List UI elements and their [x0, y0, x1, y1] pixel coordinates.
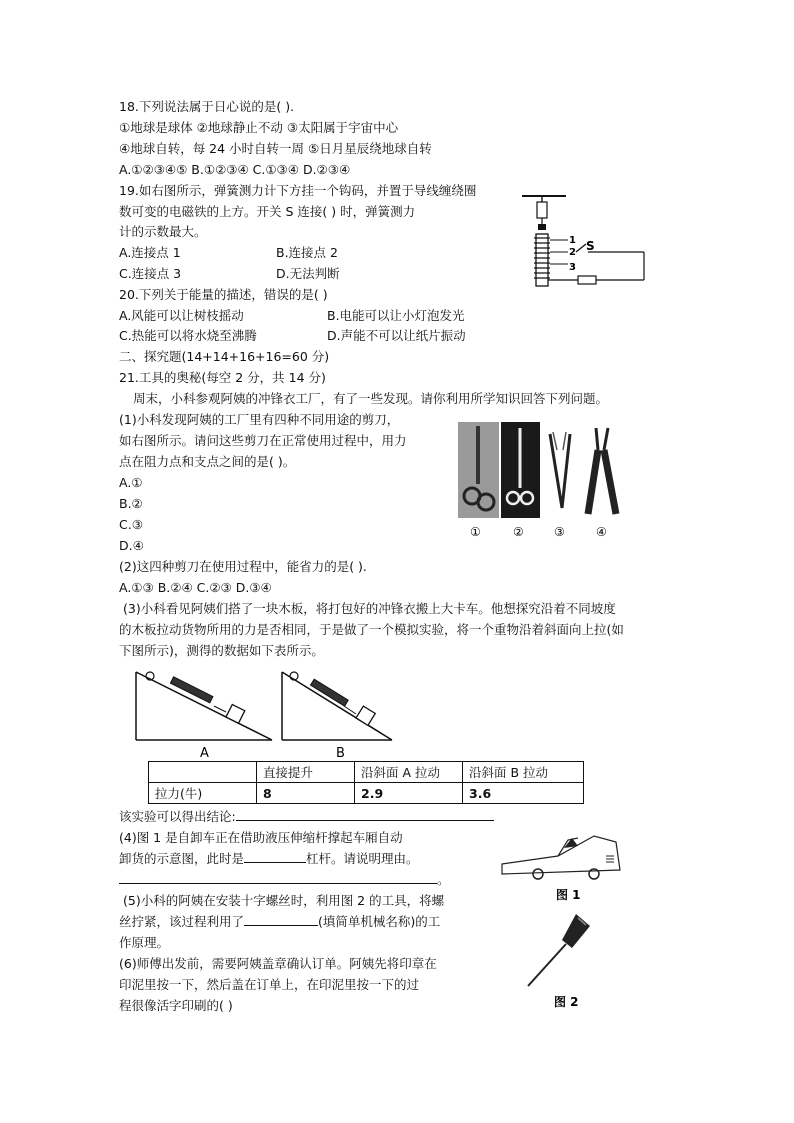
q21-p3-line2: 的木板拉动货物所用的力是否相同，于是做了一个模拟实验，将一个重物沿着斜面向上拉(如: [119, 622, 624, 637]
q21-p4-reason-line: [119, 871, 450, 889]
truck-body-icon: [502, 836, 620, 874]
scissor-4-photo: [588, 428, 616, 514]
q21-p4-line2: [119, 850, 419, 868]
q20-option-a: A.风能可以让树枝摇动: [119, 308, 244, 323]
q21-p5-line1: (5)小科的阿姨在安装十字螺丝时，利用图 2 的工具，将螺: [123, 893, 445, 908]
q18-options: A.①②③④⑤ B.①②③④ C.①③④ D.②③④: [119, 162, 351, 177]
wheel-icon: [533, 869, 543, 879]
q21-p1-option-b: B.②: [119, 496, 143, 511]
q20-stem: 20.下列关于能量的描述，错误的是( ): [119, 287, 328, 302]
q21-p4-end: 。: [437, 872, 450, 887]
lever-type-blank[interactable]: [244, 862, 306, 863]
slope-b-label: B: [336, 746, 345, 760]
q21-p4-line1: (4)图 1 是自卸车正在借助液压伸缩杆撑起车厢自动: [119, 830, 403, 845]
q21-conclusion-label: 该实验可以得出结论:: [119, 809, 236, 824]
q18-statements-1: ①地球是球体 ②地球静止不动 ③太阳属于宇宙中心: [119, 120, 399, 135]
table-cell: 2.9: [355, 783, 463, 804]
resistor-icon: [578, 276, 596, 284]
switch-s-icon: [576, 244, 586, 252]
q21-p5-line2a: 丝拧紧，该过程利用了: [119, 914, 245, 929]
q19-option-a: A.连接点 1: [119, 245, 181, 260]
fig1-label: 图 1: [556, 888, 581, 902]
table-header-cell: 沿斜面 A 拉动: [355, 762, 463, 783]
q21-p1-option-a: A.①: [119, 475, 143, 490]
q21-conclusion-line: [119, 808, 494, 826]
machine-name-blank[interactable]: [244, 925, 318, 926]
scissors-figure: [458, 422, 628, 542]
point-3-label: 3: [569, 262, 576, 273]
q19-option-d: D.无法判断: [276, 266, 340, 281]
q19-stem-2: 数可变的电磁铁的上方。开关 S 连接( ) 时，弹簧测力: [119, 204, 416, 219]
spring-scale-icon: [537, 202, 547, 218]
hook-weight-icon: [538, 224, 546, 230]
q20-option-d: D.声能不可以让纸片振动: [327, 328, 466, 343]
slope-b-diagram: [282, 672, 392, 760]
inclined-planes-figure: [130, 664, 400, 760]
q21-p1-option-c: C.③: [119, 517, 143, 532]
q21-p1-line3: 点在阻力点和支点之间的是( )。: [119, 454, 296, 469]
q21-p1-line2: 如右图所示。请问这些剪刀在正常使用过程中，用力: [119, 433, 407, 448]
q21-p3-line1: (3)小科看见阿姨们搭了一块木板，将打包好的冲锋衣搬上大卡车。他想探究沿着不同坡度: [123, 601, 616, 616]
table-header-cell: [149, 762, 257, 783]
q21-p6-line2: 印泥里按一下，然后盖在订单上，在印泥里按一下的过: [119, 977, 420, 992]
reason-blank[interactable]: [119, 883, 437, 884]
force-data-table: [148, 761, 584, 804]
q21-p1-line1: (1)小科发现阿姨的工厂里有四种不同用途的剪刀，: [119, 412, 400, 427]
q18-statements-2: ④地球自转，每 24 小时自转一周 ⑤日月星辰绕地球自转: [119, 141, 432, 156]
q21-p5-line3: 作原理。: [119, 935, 170, 950]
fig2-label: 图 2: [554, 995, 579, 1009]
scissor-3-photo: [550, 432, 570, 508]
scissor-label-4: ④: [596, 525, 607, 539]
scissor-label-1: ①: [470, 525, 481, 539]
q18-stem: 18.下列说法属于日心说的是( ).: [119, 99, 295, 114]
table-cell: 8: [257, 783, 355, 804]
screwdriver-icon: [528, 914, 590, 986]
table-header-cell: 沿斜面 B 拉动: [463, 762, 584, 783]
slope-a-diagram: [136, 672, 272, 760]
dump-truck-figure: [498, 826, 626, 904]
table-row: [149, 783, 584, 804]
q19-stem-3: 计的示数最大。: [119, 224, 207, 239]
q21-p4-line2b: 杠杆。请说明理由。: [306, 851, 419, 866]
point-1-label: 1: [569, 235, 576, 246]
q21-title: 21.工具的奥秘(每空 2 分，共 14 分): [119, 370, 326, 385]
table-row-label: 拉力(牛): [149, 783, 257, 804]
scissor-label-2: ②: [513, 525, 524, 539]
section-2-heading: 二、探究题(14+14+16+16=60 分): [119, 349, 330, 364]
q21-p4-line2a: 卸货的示意图，此时是: [119, 851, 245, 866]
table-header-cell: 直接提升: [257, 762, 355, 783]
q20-option-b: B.电能可以让小灯泡发光: [327, 308, 465, 323]
table-cell: 3.6: [463, 783, 584, 804]
q21-p1-option-d: D.④: [119, 538, 144, 553]
screwdriver-figure: [516, 908, 616, 1012]
point-2-label: 2: [569, 247, 576, 258]
conclusion-blank[interactable]: [236, 820, 494, 821]
q19-option-b: B.连接点 2: [276, 245, 338, 260]
switch-s-label: S: [586, 239, 595, 253]
q21-p2-stem: (2)这四种剪刀在使用过程中，能省力的是( ).: [119, 559, 367, 574]
q21-p5-line2: [119, 913, 440, 931]
q19-option-c: C.连接点 3: [119, 266, 182, 281]
q21-p6-line1: (6)师傅出发前，需要阿姨盖章确认订单。阿姨先将印章在: [119, 956, 437, 971]
q21-p3-line3: 下图所示)，测得的数据如下表所示。: [119, 643, 324, 658]
q20-option-c: C.热能可以将水烧至沸腾: [119, 328, 257, 343]
table-header-row: [149, 762, 584, 783]
q21-intro: 周末，小科参观阿姨的冲锋衣工厂，有了一些发现。请你利用所学知识回答下列问题。: [133, 391, 609, 406]
q21-p5-line2b: (填简单机械名称)的工: [318, 914, 441, 929]
q21-p6-line3: 程很像活字印刷的( ): [119, 998, 233, 1013]
electromagnet-figure: [518, 190, 652, 290]
q21-p2-options: A.①③ B.②④ C.②③ D.③④: [119, 580, 272, 595]
q19-stem-1: 19.如右图所示，弹簧测力计下方挂一个钩码，并置于导线缠绕圈: [119, 183, 477, 198]
slope-a-label: A: [200, 746, 209, 760]
scissor-label-3: ③: [554, 525, 565, 539]
